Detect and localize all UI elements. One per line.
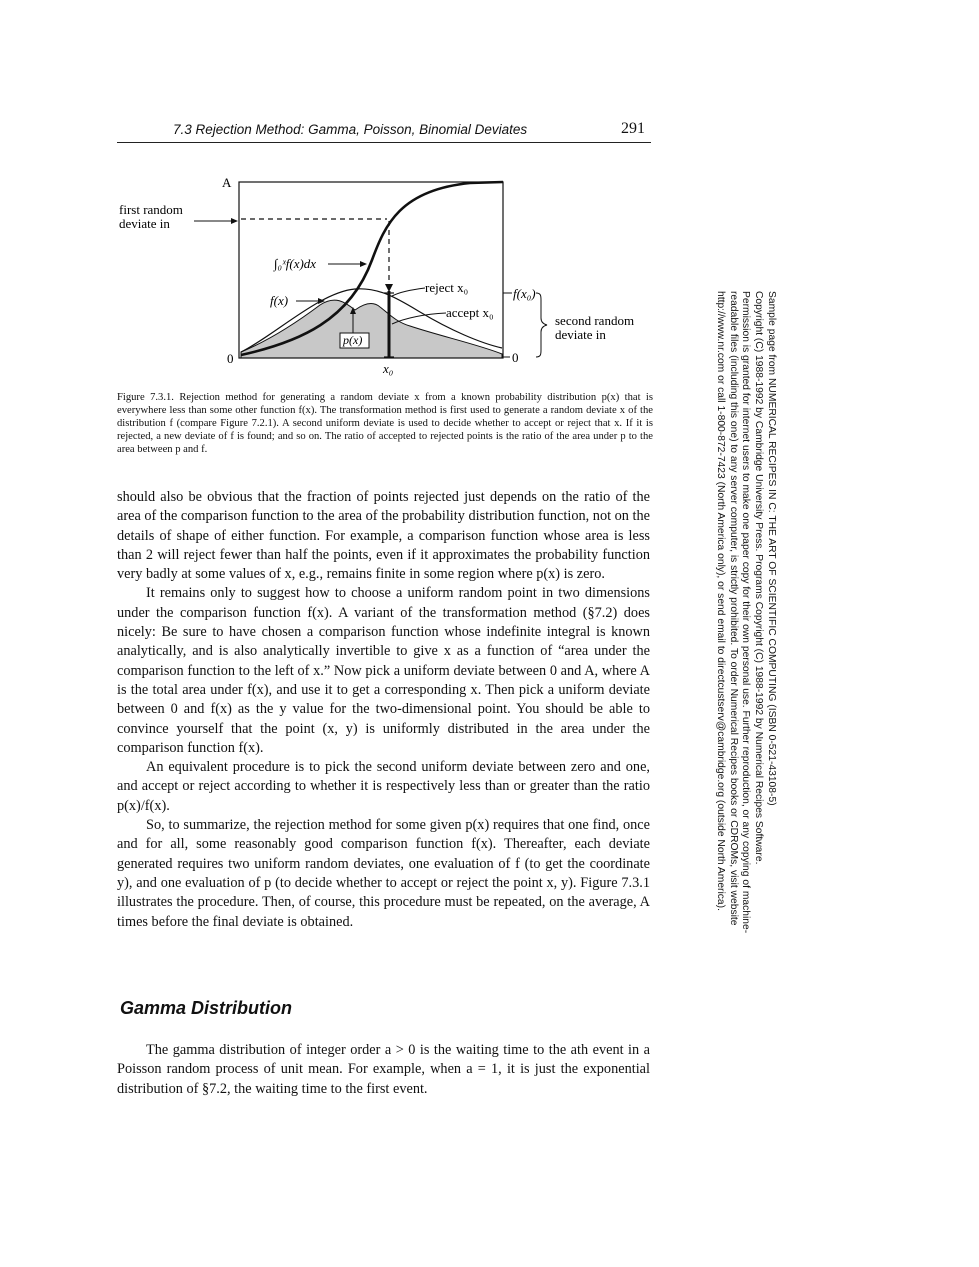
figure-7-3-1 bbox=[0, 0, 979, 390]
label-fx: f(x) bbox=[270, 293, 289, 308]
label-fx0: f(x₀) bbox=[513, 286, 536, 301]
label-zero-left: 0 bbox=[227, 351, 234, 366]
header-title: 7.3 Rejection Method: Gamma, Poisson, Binomial Deviates bbox=[173, 122, 528, 137]
sidebar-line: Permission is granted for internet users to make one paper copy for their own personal use. Further reproduction, or any copying of machine- bbox=[740, 291, 752, 934]
paragraph: The gamma distribution of integer order a > 0 is the waiting time to the ath event in a Poisson random process of unit mean. For example, when a = 1, it is just the exponential distribution of §7.2, the waiting time to the first event. bbox=[117, 1042, 650, 1097]
sidebar-line: Copyright (C) 1988-1992 by Cambridge University Press. Programs Copyright (C) 1988-1992 by Numerical Recipes Software. bbox=[753, 291, 765, 865]
sidebar-line: readable files (including this one) to any server computer, is strictly prohibited. To order Numerical Recipes books or CDROMs, visit website bbox=[727, 291, 739, 926]
body-text bbox=[117, 488, 650, 932]
label-deviate-in: deviate in bbox=[119, 216, 170, 231]
paragraph: It remains only to suggest how to choose a uniform random point in two dimensions under the comparison function f(x). A variant of the transformation method (§7.2) does nicely: Be sure to have chosen a comparison function whose indefinite integral is known analytically, and is also analytically invertible to give x as a function of “area under the comparison function to the left of x.” Now pick a uniform deviate between 0 and A, where A is the total area under f(x), and use it to get a corresponding x. Then pick a uniform deviate between 0 and f(x) as the y value for the two-dimensional point. You should be able to convince yourself that the point (x, y) is uniformly distributed in the area under the comparison function f(x). bbox=[117, 585, 650, 756]
second-deviate-brace bbox=[536, 293, 547, 357]
label-reject: reject x₀ bbox=[425, 280, 469, 295]
paragraph: should also be obvious that the fraction of points rejected just depends on the ratio of the area of the comparison function to the area of the probability distribution function, not on the details of shape of either function. For example, a comparison function whose area is less than 2 will reject fewer than half the points, even if it approximates the probability function very badly at some values of x, e.g., remains finite in some region where p(x) is zero. bbox=[117, 489, 650, 583]
label-A: A bbox=[222, 175, 232, 190]
sidebar-line: http://www.nr.com or call 1-800-872-7423 (North America only), or send email to directcustserv@cambridge.org (outside North America). bbox=[714, 291, 726, 911]
label-px: p(x) bbox=[343, 333, 363, 347]
label-x0: x₀ bbox=[383, 361, 394, 376]
page-number: 291 bbox=[621, 120, 645, 137]
reject-leader bbox=[392, 288, 425, 296]
label-integral: ∫₀ˣf(x)dx bbox=[274, 256, 317, 271]
label-first-random: first random bbox=[119, 202, 183, 217]
gamma-text bbox=[117, 1041, 650, 1099]
label-second-random: second random bbox=[555, 313, 635, 328]
down-arrowhead bbox=[385, 284, 393, 292]
label-deviate-in-2: deviate in bbox=[555, 327, 606, 342]
first-deviate-arrowhead bbox=[231, 218, 238, 224]
label-zero-right: 0 bbox=[512, 350, 519, 365]
figure-caption: Figure 7.3.1. Rejection method for generating a random deviate x from a known probability distribution p(x) that is everywhere less than some other function f(x). The transformation method is first used to generate a random deviate x of the distribution f (compare Figure 7.2.1). A second uniform deviate is used to decide whether to accept or reject that x. If it is rejected, a new deviate of f is found; and so on. The ratio of accepted to rejected points is the ratio of the area under p to the area between p and f. bbox=[117, 392, 653, 455]
integral-arrowhead bbox=[360, 261, 367, 267]
label-accept: accept x₀ bbox=[446, 305, 494, 320]
section-heading: Gamma Distribution bbox=[120, 998, 293, 1018]
paragraph: An equivalent procedure is to pick the second uniform deviate between zero and one, and accept or reject according to whether it is respectively less than or greater than the ratio p(x)/f(x). bbox=[117, 759, 650, 814]
sidebar-line: Sample page from NUMERICAL RECIPES IN C: THE ART OF SCIENTIFIC COMPUTING (ISBN 0-521-43108-5) bbox=[766, 291, 777, 806]
paragraph: So, to summarize, the rejection method for some given p(x) requires that one find, once and for all, some reasonably good comparison function f(x). Thereafter, each deviate generated requires two uniform random deviates, one evaluation of f (to get the coordinate y), and one evaluation of p (to decide whether to accept or reject the point x, y). Figure 7.3.1 illustrates the procedure. Then, of course, this procedure must be repeated, on the average, A times before the final deviate is obtained. bbox=[117, 817, 650, 930]
